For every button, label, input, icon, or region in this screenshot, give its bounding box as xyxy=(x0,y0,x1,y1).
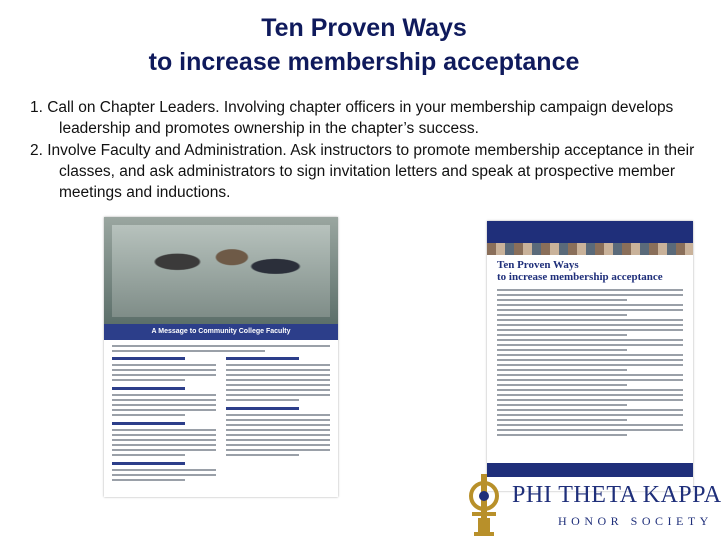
flyer-title-line1: Ten Proven Ways xyxy=(497,259,579,271)
phi-theta-kappa-logo xyxy=(460,470,722,540)
group-photo xyxy=(112,225,330,317)
list-item: 1. Call on Chapter Leaders. Involving chapter officers in your membership campaign develops leadership and promotes ownership in the chapter’s success. xyxy=(30,99,674,137)
brochure-column-left xyxy=(112,357,216,484)
brochure-banner: A Message to Community College Faculty xyxy=(104,324,338,340)
flyer-body xyxy=(497,289,683,439)
brochure-intro xyxy=(112,345,330,355)
slide-title-line2: to increase membership acceptance xyxy=(148,48,580,76)
slide-title-line1: Ten Proven Ways xyxy=(261,14,467,42)
brochure-column-right xyxy=(226,357,330,459)
slide-body xyxy=(30,97,720,204)
logo-name: PHI THETA KAPPA xyxy=(512,482,722,508)
brochure-image xyxy=(104,217,338,497)
flyer-title-line2: to increase membership acceptance xyxy=(497,271,663,283)
key-emblem-icon xyxy=(464,472,504,538)
logo-subtitle: HONOR SOCIETY xyxy=(558,514,713,528)
flyer-image xyxy=(487,221,693,491)
flyer-title xyxy=(497,259,663,283)
flyer-header xyxy=(487,221,693,243)
flyer-photo-strip xyxy=(487,243,693,255)
list-item: 2. Involve Faculty and Administration. Ask instructors to promote membership acceptance in their classes, and ask administrators to sign invitation letters and speak at prospective member meetings and inductions. xyxy=(30,142,695,201)
brochure-header xyxy=(104,217,338,324)
